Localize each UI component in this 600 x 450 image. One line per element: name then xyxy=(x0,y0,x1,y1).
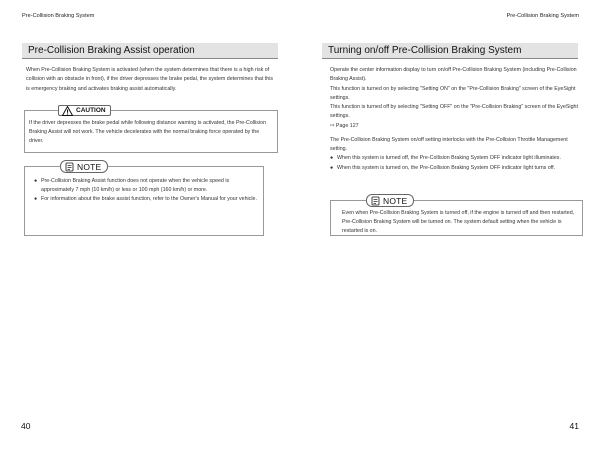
note-box xyxy=(330,195,583,236)
bullet-icon: ● xyxy=(34,195,38,202)
page-number: 41 xyxy=(569,421,579,431)
bullet-icon: ● xyxy=(330,155,334,162)
note-pencil-icon xyxy=(371,196,380,206)
list-item: ● Pre-Collision Braking Assist function does not operate when the vehicle speed is approximately 7 mph (10 km/h) or less or 100 mph (160 km/h) or more. xyxy=(34,178,230,193)
caution-label: CAUTION xyxy=(76,107,106,114)
note-tag xyxy=(366,194,414,207)
note-label: NOTE xyxy=(77,161,102,172)
section-title: Pre-Collision Braking Assist operation xyxy=(22,43,278,59)
paragraph: Operate the center information display to turn on/off Pre-Collision Braking System (including Pre-Collision Braking Assist). xyxy=(330,67,577,83)
intro-text: When Pre-Collision Braking System is activated (when the system determines that there is a high risk of collision with an obstacle in front), if the driver depresses the brake pedal, the system determines that this is emergency braking and activates braking assist automatically. xyxy=(26,67,274,92)
caution-tag xyxy=(58,105,111,116)
caution-text: If the driver depresses the brake pedal while following distance warning is activated, the Pre-Collision Braking Assist will not work. The vehicle decelerates with the normal braking force operated by the driver. xyxy=(29,120,267,144)
paragraph: This function is turned off by selecting "Setting OFF" on the "Pre-Collision Braking" screen of the EyeSight settings. xyxy=(330,104,578,120)
note-body xyxy=(34,177,262,203)
section-title: Turning on/off Pre-Collision Braking System xyxy=(322,43,578,59)
page-reference-link[interactable]: ⇨ Page 127 xyxy=(330,122,359,129)
bullet-icon: ● xyxy=(330,164,334,171)
list-item: ● When this system is turned off, the Pre-Collision Braking System OFF indicator light illuminates. xyxy=(330,154,582,163)
list-item: ● When this system is turned on, the Pre-Collision Braking System OFF indicator light turns off. xyxy=(330,164,582,173)
note-text: Even when Pre-Collision Braking System is turned off, if the engine is turned off and then restarted, Pre-Collision Braking System will be turned on. The system default setting when the vehicle is restarted is on. xyxy=(342,210,575,234)
paragraph: This function is turned on by selecting "Setting ON" on the "Pre-Collision Braking" screen of the EyeSight settings. xyxy=(330,85,576,101)
running-header: Pre-Collision Braking System xyxy=(506,13,579,19)
caution-box xyxy=(24,107,278,153)
right-page xyxy=(300,0,600,450)
page-number: 40 xyxy=(21,421,31,431)
note-tag xyxy=(60,160,108,173)
intro-paragraph xyxy=(26,66,276,94)
list-item: ● For information about the brake assist function, refer to the Owner's Manual for your vehicle. xyxy=(34,195,257,202)
warning-triangle-icon xyxy=(62,106,73,116)
paragraph: The Pre-Collision Braking System on/off setting interlocks with the Pre-Collision Throttle Management setting. xyxy=(330,136,568,152)
bullet-icon: ● xyxy=(34,178,38,184)
running-header: Pre-Collision Braking System xyxy=(22,13,95,19)
note-box xyxy=(24,161,264,236)
note-pencil-icon xyxy=(65,162,74,172)
note-label: NOTE xyxy=(383,195,408,206)
body-content xyxy=(330,66,582,173)
